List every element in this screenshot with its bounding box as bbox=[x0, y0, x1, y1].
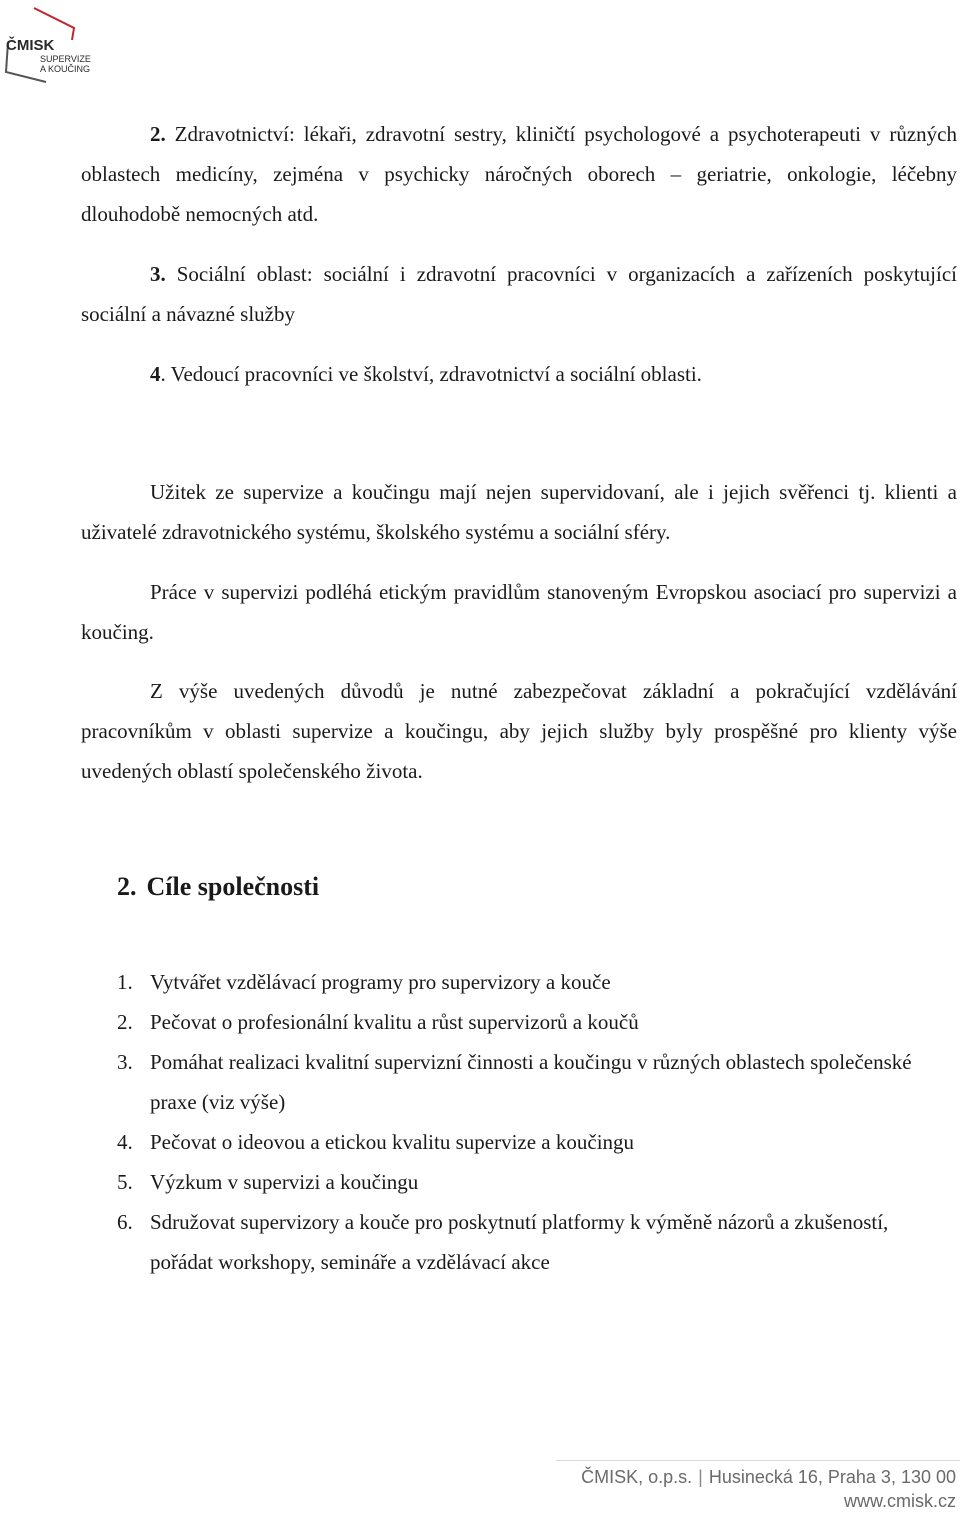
footer-divider bbox=[556, 1460, 960, 1461]
footer-address-line bbox=[581, 1465, 956, 1489]
list-item bbox=[117, 1202, 917, 1282]
goal-text: Výzkum v supervizi a koučingu bbox=[150, 1170, 419, 1194]
section-title: Cíle společnosti bbox=[146, 872, 320, 901]
footer-web-link[interactable]: www.cmisk.cz bbox=[844, 1491, 956, 1511]
paragraph-ethics: Práce v supervizi podléhá etickým pravidlům stanoveným Evropskou asociací pro supervizi a koučing. bbox=[81, 580, 957, 644]
list-item bbox=[117, 962, 917, 1002]
list-item bbox=[117, 1162, 917, 1202]
footer-address: Husinecká 16, Praha 3, 130 00 bbox=[708, 1467, 956, 1487]
list-item bbox=[117, 1042, 917, 1122]
section-number: 2. bbox=[117, 872, 137, 901]
logo-mark bbox=[4, 6, 100, 86]
goal-text: Vytvářet vzdělávací programy pro supervizory a kouče bbox=[150, 970, 611, 994]
goals-list bbox=[117, 962, 917, 1282]
footer-separator: | bbox=[698, 1467, 703, 1487]
goal-number: 6. bbox=[117, 1210, 133, 1234]
intro-item-4 bbox=[81, 354, 957, 394]
logo-line2: A KOUČING bbox=[40, 64, 91, 74]
intro-item-3-text: Sociální oblast: sociální i zdravotní pracovníci v organizacích a zařízeních poskytující sociální a návazné služby bbox=[81, 262, 957, 326]
goal-number: 1. bbox=[117, 970, 133, 994]
goal-text: Pomáhat realizaci kvalitní supervizní činnosti a koučingu v různých oblastech společenské praxe (viz výše) bbox=[150, 1050, 912, 1114]
page-footer bbox=[581, 1465, 956, 1513]
intro-item-2 bbox=[81, 114, 957, 234]
goal-text: Sdružovat supervizory a kouče pro poskytnutí platformy k výměně názorů a zkušeností, pořádat workshopy, semináře a vzdělávací akce bbox=[150, 1210, 889, 1274]
intro-item-2-number: 2. bbox=[150, 122, 166, 146]
logo-line1: SUPERVIZE bbox=[40, 54, 91, 64]
intro-item-2-text: Zdravotnictví: lékaři, zdravotní sestry, kliničtí psychologové a psychoterapeuti v různých oblastech medicíny, zejména v psychicky náročných oborech – geriatrie, onkologie, léčebny dlouhodobě nemocných atd. bbox=[81, 122, 957, 226]
footer-org: ČMISK, o.p.s. bbox=[581, 1467, 693, 1487]
intro-item-4-number: 4 bbox=[150, 362, 161, 386]
intro-item-3 bbox=[81, 254, 957, 334]
intro-item-3-number: 3. bbox=[150, 262, 166, 286]
list-item bbox=[117, 1122, 917, 1162]
list-item bbox=[117, 1002, 917, 1042]
paragraph-benefit: Užitek ze supervize a koučingu mají nejen supervidovaní, ale i jejich svěřenci tj. klienti a uživatelé zdravotnického systému, školského systému a sociální sféry. bbox=[81, 480, 957, 544]
goal-text: Pečovat o profesionální kvalitu a růst supervizorů a koučů bbox=[150, 1010, 639, 1034]
goal-number: 3. bbox=[117, 1050, 133, 1074]
goal-number: 4. bbox=[117, 1130, 133, 1154]
section-heading bbox=[117, 872, 319, 902]
cmisk-logo bbox=[4, 6, 100, 86]
goal-number: 5. bbox=[117, 1170, 133, 1194]
intro-item-4-text: . Vedoucí pracovníci ve školství, zdravotnictví a sociální oblasti. bbox=[160, 362, 702, 386]
goal-text: Pečovat o ideovou a etickou kvalitu supervize a koučingu bbox=[150, 1130, 635, 1154]
goal-number: 2. bbox=[117, 1010, 133, 1034]
paragraph-education: Z výše uvedených důvodů je nutné zabezpečovat základní a pokračující vzdělávání pracovníkům v oblasti supervize a koučingu, aby jejich služby byly prospěšné pro klienty výše uvedených oblastí společenského života. bbox=[81, 679, 957, 783]
logo-main-text: ČMISK bbox=[6, 37, 55, 54]
